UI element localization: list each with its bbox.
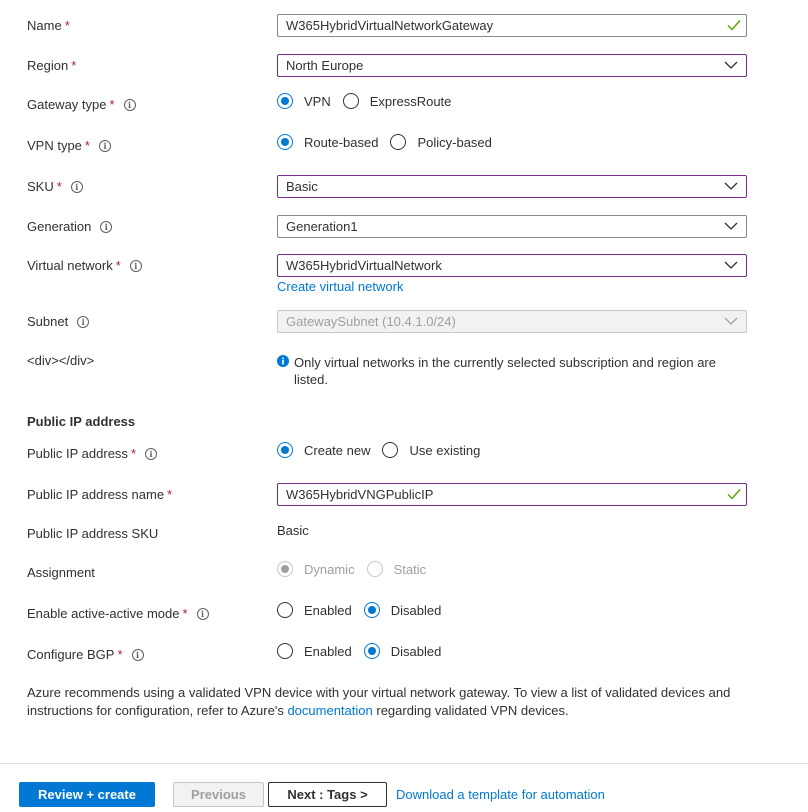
assignment-label: Assignment [27, 565, 95, 580]
public-ip-use-existing-option[interactable] [382, 442, 480, 458]
chevron-down-icon [724, 61, 738, 69]
virtual-network-label: Virtual network * i [27, 258, 142, 274]
bgp-label: Configure BGP * i [27, 647, 144, 663]
vpn-type-label: VPN type * i [27, 138, 111, 154]
recommendation-prefix: Azure recommends using a validated VPN device with your virtual network gateway. To view a list of validated devices and instructions for configuration, refer to Azure's [27, 685, 731, 718]
bgp-disabled-option[interactable] [364, 643, 442, 659]
subnet-select [277, 310, 747, 333]
virtual-network-select-value: W365HybridVirtualNetwork [286, 258, 442, 273]
active-active-enabled-option[interactable] [277, 602, 352, 618]
documentation-link[interactable]: documentation [287, 703, 373, 718]
chevron-down-icon [724, 222, 738, 230]
option-label: Enabled [304, 602, 352, 618]
gateway-type-expressroute-option[interactable] [343, 93, 452, 109]
info-note: Only virtual networks in the currently selected subscription and region are listed. [294, 355, 716, 387]
chevron-down-icon [724, 317, 738, 325]
previous-button: Previous [173, 782, 264, 807]
public-ip-sku-label: Public IP address SKU [27, 526, 159, 541]
valid-check-icon [727, 19, 741, 31]
generation-label: Generation i [27, 219, 112, 235]
assignment-radio-group [277, 559, 438, 579]
active-active-radio-group [277, 600, 453, 620]
public-ip-sku-value: Basic [277, 523, 309, 538]
chevron-down-icon [724, 261, 738, 269]
option-label: Static [393, 561, 427, 577]
info-icon[interactable]: i [100, 221, 112, 233]
bgp-enabled-option[interactable] [277, 643, 352, 659]
vpn-type-radio-group [277, 132, 504, 152]
sku-select-value: Basic [286, 179, 318, 194]
vpn-type-policy-based-option[interactable] [390, 134, 491, 150]
info-icon[interactable]: i [71, 181, 83, 193]
sku-select[interactable] [277, 175, 747, 198]
gateway-type-vpn-option[interactable] [277, 93, 331, 109]
review-create-button[interactable]: Review + create [19, 782, 155, 807]
chevron-down-icon [724, 182, 738, 190]
region-label: Region * [27, 58, 77, 73]
recommendation-suffix: regarding validated VPN devices. [376, 703, 569, 718]
option-label: Policy-based [417, 134, 492, 150]
valid-check-icon [727, 488, 741, 500]
public-ip-radio-group [277, 440, 492, 460]
info-icon[interactable]: i [130, 260, 142, 272]
create-virtual-network-link[interactable]: Create virtual network [277, 279, 404, 294]
radio-button [277, 561, 293, 577]
option-label: Route-based [304, 134, 379, 150]
public-ip-name-label: Public IP address name * [27, 487, 173, 502]
assignment-static-option [367, 561, 427, 577]
generation-select[interactable] [277, 215, 747, 238]
radio-button[interactable] [343, 93, 359, 109]
radio-button[interactable] [364, 602, 380, 618]
option-label: Use existing [409, 442, 481, 458]
radio-button[interactable] [277, 602, 293, 618]
vpn-type-route-based-option[interactable] [277, 134, 378, 150]
option-label: Enabled [304, 643, 352, 659]
vpn-recommendation-text [27, 684, 747, 720]
footer-divider [0, 763, 808, 764]
region-select-value: North Europe [286, 58, 364, 73]
option-label: Disabled [390, 643, 442, 659]
public-ip-name-input-value: W365HybridVNGPublicIP [286, 487, 434, 502]
active-active-label: Enable active-active mode * i [27, 606, 209, 622]
radio-button [367, 561, 383, 577]
radio-button[interactable] [277, 134, 293, 150]
info-icon[interactable]: i [77, 316, 89, 328]
public-ip-name-input[interactable] [277, 483, 747, 506]
radio-button[interactable] [277, 93, 293, 109]
info-filled-icon [277, 355, 289, 367]
sku-label: SKU * i [27, 179, 83, 195]
info-icon[interactable]: i [132, 649, 144, 661]
download-template-link[interactable]: Download a template for automation [396, 787, 605, 802]
next-tags-button[interactable]: Next : Tags > [268, 782, 387, 807]
virtual-network-select[interactable] [277, 254, 747, 277]
subnet-select-value: GatewaySubnet (10.4.1.0/24) [286, 314, 456, 329]
bgp-radio-group [277, 641, 453, 661]
option-label: Disabled [390, 602, 442, 618]
radio-button[interactable] [364, 643, 380, 659]
active-active-disabled-option[interactable] [364, 602, 442, 618]
region-select[interactable] [277, 54, 747, 77]
generation-select-value: Generation1 [286, 219, 358, 234]
info-icon[interactable]: i [145, 448, 157, 460]
public-ip-section-title: Public IP address [27, 414, 136, 429]
public-ip-label: Public IP address * i [27, 446, 157, 462]
name-label: Name * [27, 18, 70, 33]
option-label: Dynamic [304, 561, 355, 577]
option-label: VPN [304, 93, 331, 109]
gateway-type-label: Gateway type * i [27, 97, 136, 113]
option-label: Create new [304, 442, 371, 458]
info-icon[interactable]: i [99, 140, 111, 152]
name-input[interactable] [277, 14, 747, 37]
div-placeholder-label: <div></div> [27, 353, 95, 368]
info-icon[interactable]: i [124, 99, 136, 111]
option-label: ExpressRoute [369, 93, 452, 109]
public-ip-create-new-option[interactable] [277, 442, 370, 458]
radio-button[interactable] [382, 442, 398, 458]
info-icon[interactable]: i [197, 608, 209, 620]
radio-button[interactable] [390, 134, 406, 150]
radio-button[interactable] [277, 442, 293, 458]
radio-button[interactable] [277, 643, 293, 659]
assignment-dynamic-option [277, 561, 355, 577]
gateway-type-radio-group [277, 91, 463, 111]
subnet-label: Subnet i [27, 314, 89, 330]
name-input-value: W365HybridVirtualNetworkGateway [286, 18, 494, 33]
